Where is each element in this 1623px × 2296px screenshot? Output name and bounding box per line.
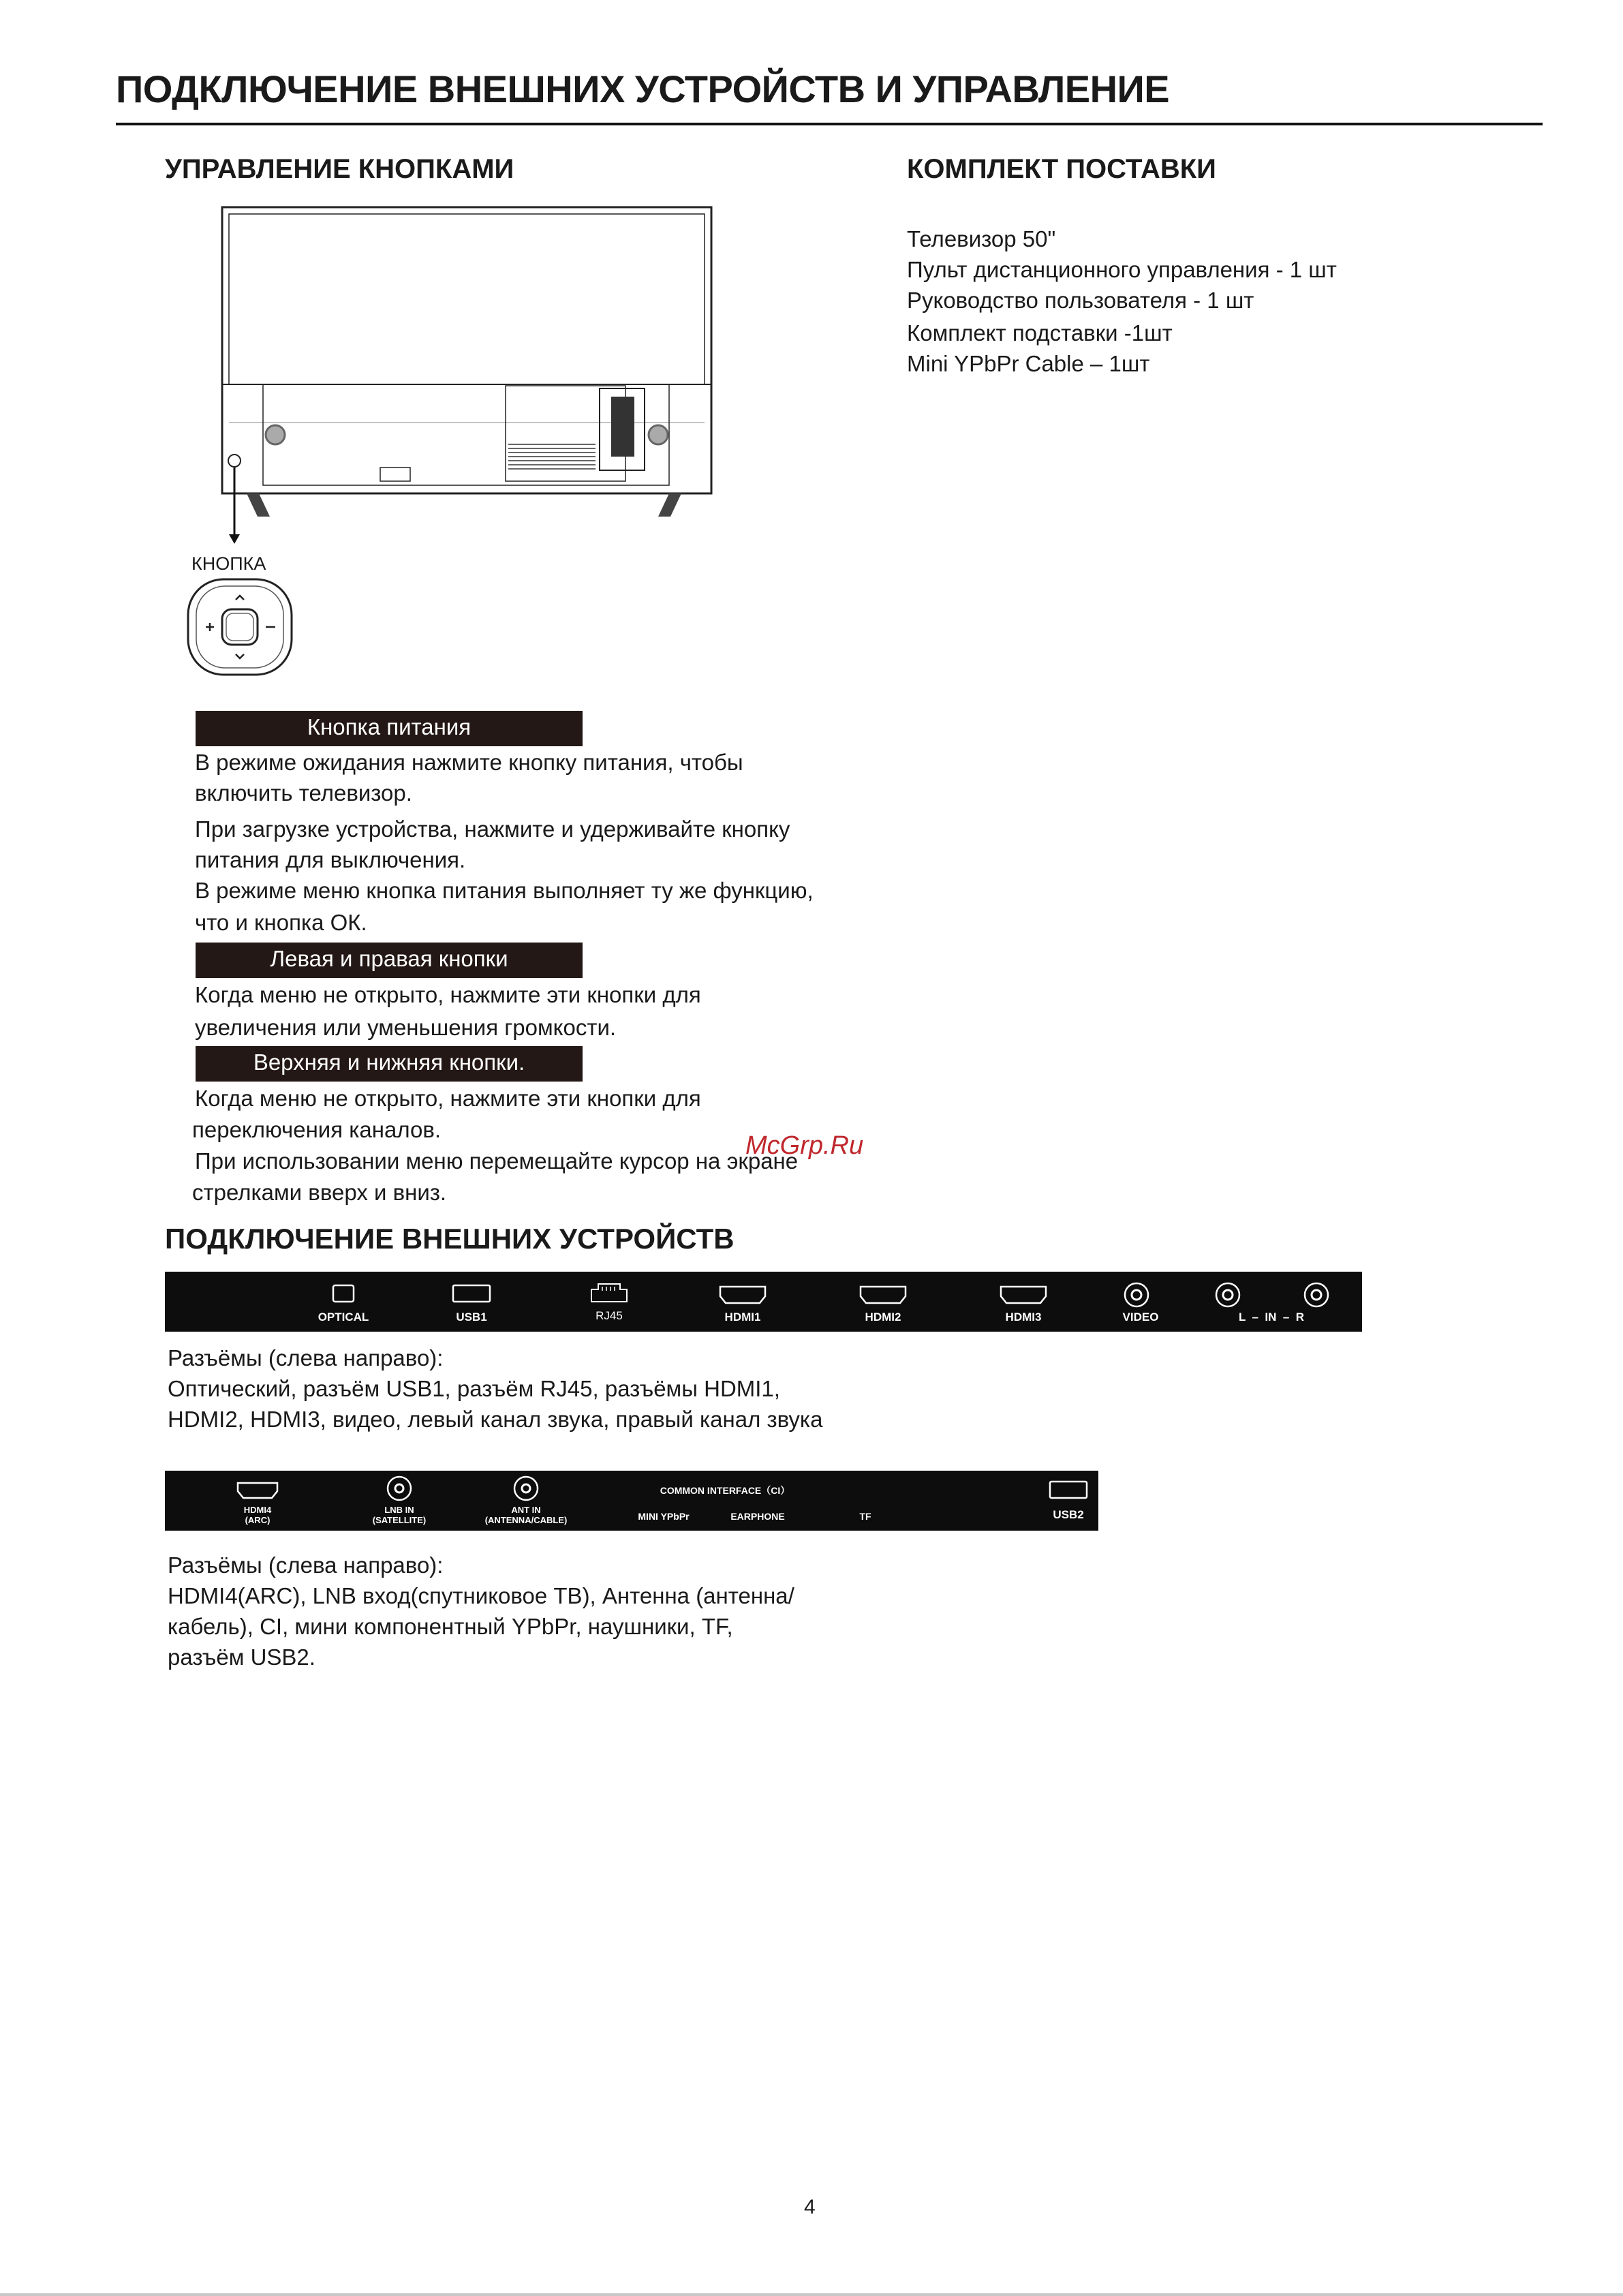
port-label-common-interface: COMMON INTERFACE（CI）	[660, 1485, 790, 1496]
hdmi-port-icon	[236, 1482, 279, 1499]
panel2-caption-line: HDMI4(ARC), LNB вход(спутниковое ТВ), Антенна (антенна/	[168, 1583, 794, 1608]
kit-item: Телевизор 50"	[907, 226, 1056, 251]
connections-heading: ПОДКЛЮЧЕНИЕ ВНЕШНИХ УСТРОЙСТВ	[165, 1223, 735, 1255]
port-label-ant-in: ANT IN (ANTENNA/CABLE)	[484, 1505, 568, 1525]
power-text-line: включить телевизор.	[195, 780, 412, 806]
kit-item: Пульт дистанционного управления - 1 шт	[907, 257, 1337, 282]
hdmi-port-icon	[859, 1285, 907, 1304]
power-text-line: питания для выключения.	[195, 847, 466, 872]
power-text-line: При загрузке устройства, нажмите и удерживайте кнопку	[195, 816, 790, 842]
panel1-caption-line: Оптический, разъём USB1, разъём RJ45, разъёмы HDMI1,	[168, 1376, 780, 1401]
panel2-caption-line: кабель), CI, мини компонентный YPbPr, наушники, TF,	[168, 1614, 733, 1639]
up-down-text-line: стрелками вверх и вниз.	[192, 1180, 447, 1205]
port-label-mini-ypbpr: MINI YPbPr	[638, 1511, 690, 1522]
up-down-text-line: Когда меню не открыто, нажмите эти кнопки для	[195, 1086, 701, 1111]
rca-jack-icon	[1303, 1281, 1330, 1308]
page-bottom-edge	[0, 2293, 1623, 2296]
port-label-video: VIDEO	[1122, 1311, 1159, 1323]
kit-list	[907, 224, 1337, 379]
hdmi-port-icon	[1000, 1285, 1047, 1304]
power-text-line: что и кнопка ОК.	[195, 910, 367, 935]
connector-panel-1	[165, 1272, 1362, 1332]
kit-heading: КОМПЛЕКТ ПОСТАВКИ	[907, 154, 1216, 184]
connector-panel-2	[165, 1471, 1098, 1531]
port-label-audio: L – IN – R	[1238, 1311, 1305, 1323]
coax-jack-icon	[386, 1475, 413, 1502]
port-label-lnb-in: LNB IN (SATELLITE)	[372, 1505, 427, 1525]
port-label-hdmi3: HDMI3	[1005, 1311, 1042, 1323]
kit-item: Комплект подставки -1шт	[907, 320, 1173, 346]
up-down-text-line: переключения каналов.	[192, 1117, 442, 1142]
rj45-port-icon	[590, 1281, 628, 1303]
watermark: McGrp.Ru	[745, 1131, 864, 1160]
button-caption: КНОПКА	[191, 553, 266, 574]
port-label-usb2: USB2	[1053, 1508, 1084, 1521]
up-down-text-line: При использовании меню перемещайте курсор на экране	[195, 1148, 799, 1174]
usb-port-icon	[452, 1284, 491, 1303]
panel1-caption-line: Разъёмы (слева направо):	[168, 1345, 444, 1371]
buttons-section-heading: УПРАВЛЕНИЕ КНОПКАМИ	[165, 154, 514, 184]
left-right-text-line: Когда меню не открыто, нажмите эти кнопки для	[195, 982, 701, 1007]
title-divider	[116, 123, 1543, 125]
power-text-line: В режиме меню кнопка питания выполняет ту же функцию,	[195, 878, 814, 903]
port-label-tf: TF	[859, 1511, 871, 1522]
panel2-caption-line: разъём USB2.	[168, 1644, 315, 1670]
port-label-hdmi1: HDMI1	[724, 1311, 761, 1323]
usb-port-icon	[1049, 1480, 1088, 1499]
kit-item: Руководство пользователя - 1 шт	[907, 288, 1254, 313]
panel2-caption-line: Разъёмы (слева направо):	[168, 1552, 444, 1578]
rca-jack-icon	[1123, 1281, 1150, 1308]
rca-jack-icon	[1214, 1281, 1241, 1308]
control-button-illustration	[185, 577, 294, 677]
optical-port-icon	[332, 1284, 355, 1303]
power-text-line: В режиме ожидания нажмите кнопку питания, чтобы	[195, 750, 743, 775]
page-number: 4	[804, 2196, 816, 2218]
coax-jack-icon	[512, 1475, 540, 1502]
port-label-rj45: RJ45	[596, 1309, 623, 1322]
tv-back-illustration	[184, 198, 729, 552]
port-label-earphone: EARPHONE	[730, 1511, 785, 1522]
power-button-label: Кнопка питания	[196, 711, 583, 746]
left-right-text-line: увеличения или уменьшения громкости.	[195, 1015, 617, 1040]
port-label-optical: OPTICAL	[318, 1311, 369, 1323]
panel1-caption-line: HDMI2, HDMI3, видео, левый канал звука, правый канал звука	[168, 1407, 823, 1432]
up-down-buttons-label: Верхняя и нижняя кнопки.	[196, 1046, 583, 1082]
port-label-hdmi2: HDMI2	[865, 1311, 901, 1323]
hdmi-port-icon	[719, 1285, 767, 1304]
port-label-usb1: USB1	[456, 1311, 487, 1323]
left-right-buttons-label: Левая и правая кнопки	[196, 943, 583, 978]
kit-item: Mini YPbPr Cable – 1шт	[907, 351, 1150, 376]
page-title: ПОДКЛЮЧЕНИЕ ВНЕШНИХ УСТРОЙСТВ И УПРАВЛЕНИЕ	[116, 67, 1170, 110]
port-label-hdmi4: HDMI4 (ARC)	[243, 1505, 272, 1525]
